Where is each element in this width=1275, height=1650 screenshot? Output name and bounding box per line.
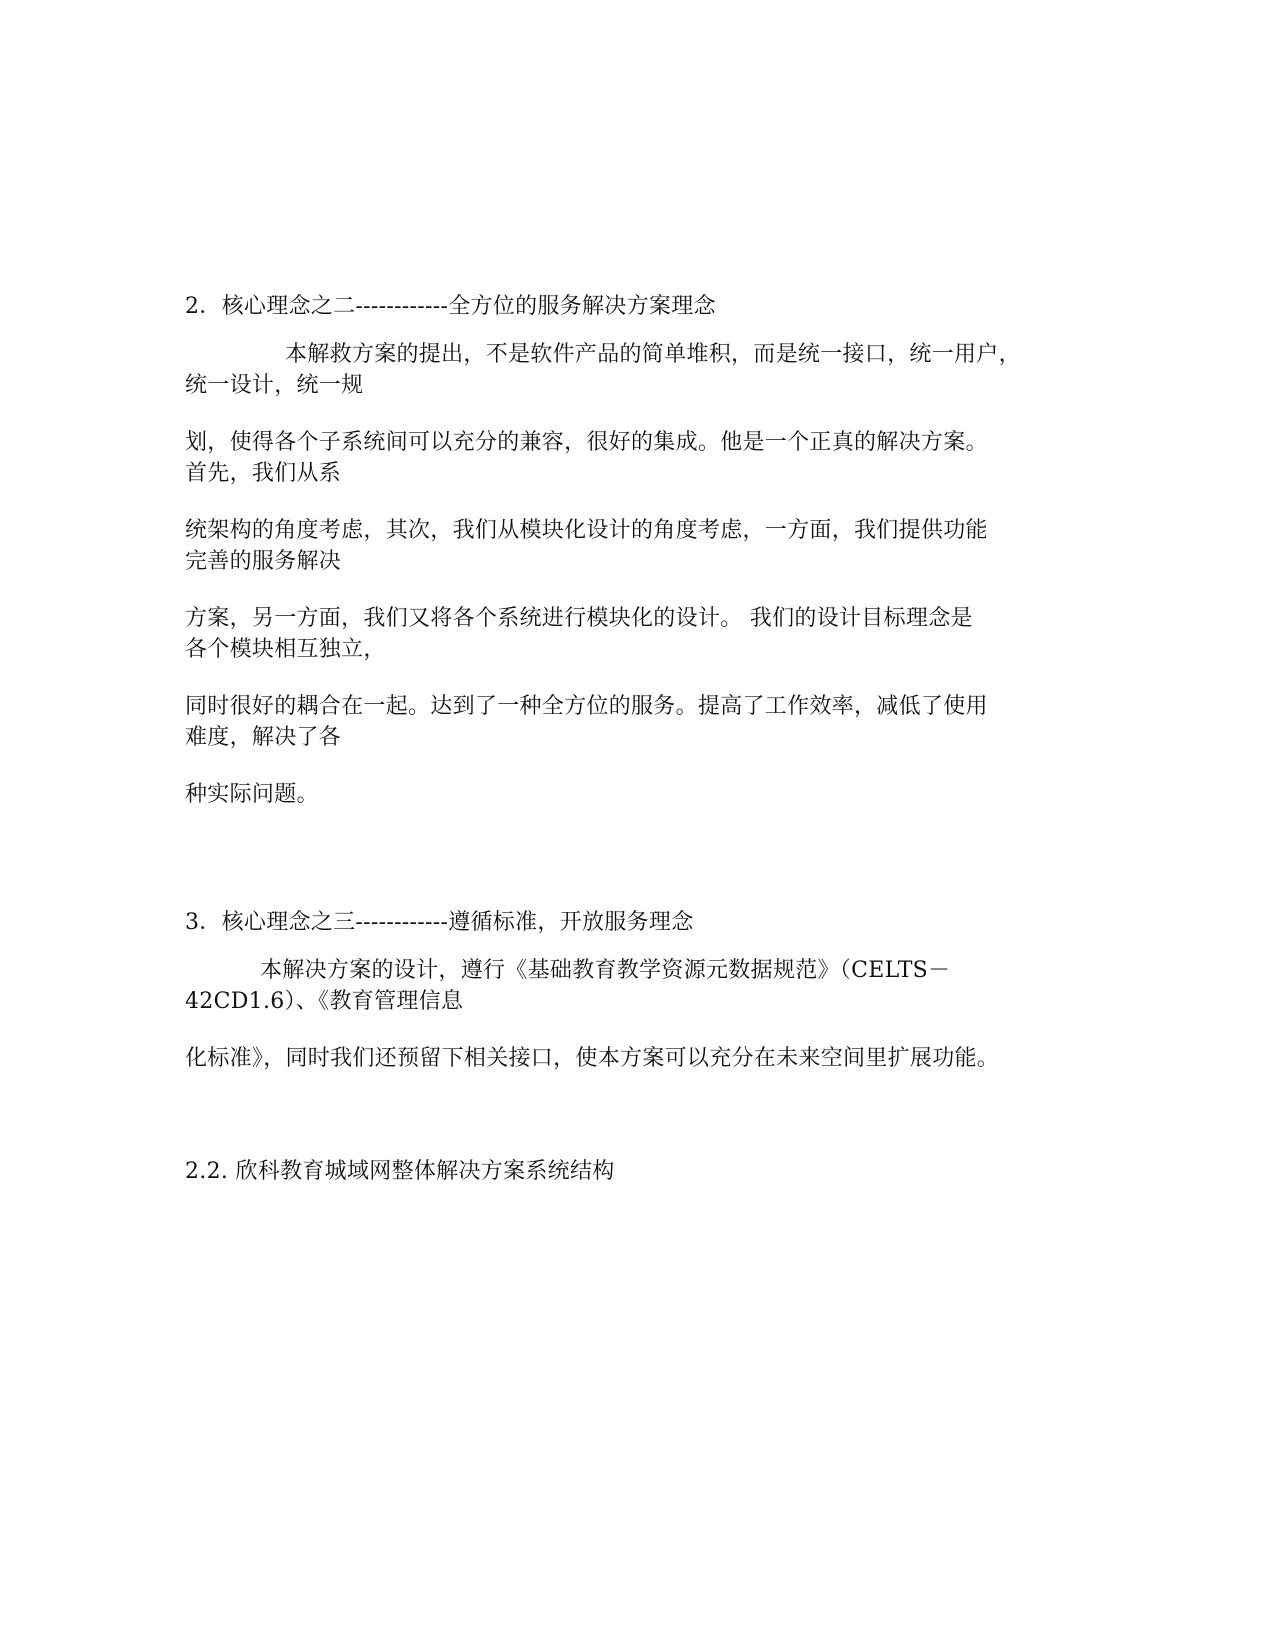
section-3-paragraph-line: 化标准》，同时我们还预留下相关接口，使本方案可以充分在未来空间里扩展功能。	[185, 1046, 1000, 1071]
section-2-paragraph-line: 难度，解决了各	[185, 725, 342, 750]
section-2-paragraph-line: 方案，另一方面，我们又将各个系统进行模块化的设计。 我们的设计目标理念是	[185, 606, 973, 631]
section-3-heading: 3．核心理念之三------------遵循标准，开放服务理念	[185, 910, 694, 935]
section-2-paragraph-line: 各个模块相互独立，	[185, 637, 386, 662]
section-2-paragraph-line: 种实际问题。	[185, 782, 319, 807]
section-2-paragraph-line: 首先，我们从系	[185, 461, 342, 486]
section-3-paragraph-line: 42CD1.6）、《教育管理信息	[185, 989, 464, 1014]
section-3-paragraph-line: 本解决方案的设计，遵行《基础教育教学资源元数据规范》（CELTS－	[260, 958, 951, 983]
section-2-2-heading: 2.2. 欣科教育城域网整体解决方案系统结构	[185, 1159, 615, 1184]
section-2-paragraph-line: 统架构的角度考虑，其次，我们从模块化设计的角度考虑，一方面，我们提供功能	[185, 518, 988, 543]
section-2-paragraph-line: 同时很好的耦合在一起。达到了一种全方位的服务。提高了工作效率，减低了使用	[185, 694, 988, 719]
section-2-paragraph-line: 统一设计，统一规	[185, 373, 364, 398]
section-2-paragraph-line: 完善的服务解决	[185, 549, 342, 574]
section-2-paragraph-line: 本解救方案的提出，不是软件产品的简单堆积，而是统一接口，统一用户，	[285, 342, 1021, 367]
section-2-heading: 2．核心理念之二------------全方位的服务解决方案理念	[185, 294, 716, 319]
section-2-paragraph-line: 划，使得各个子系统间可以充分的兼容，很好的集成。他是一个正真的解决方案。	[185, 430, 988, 455]
